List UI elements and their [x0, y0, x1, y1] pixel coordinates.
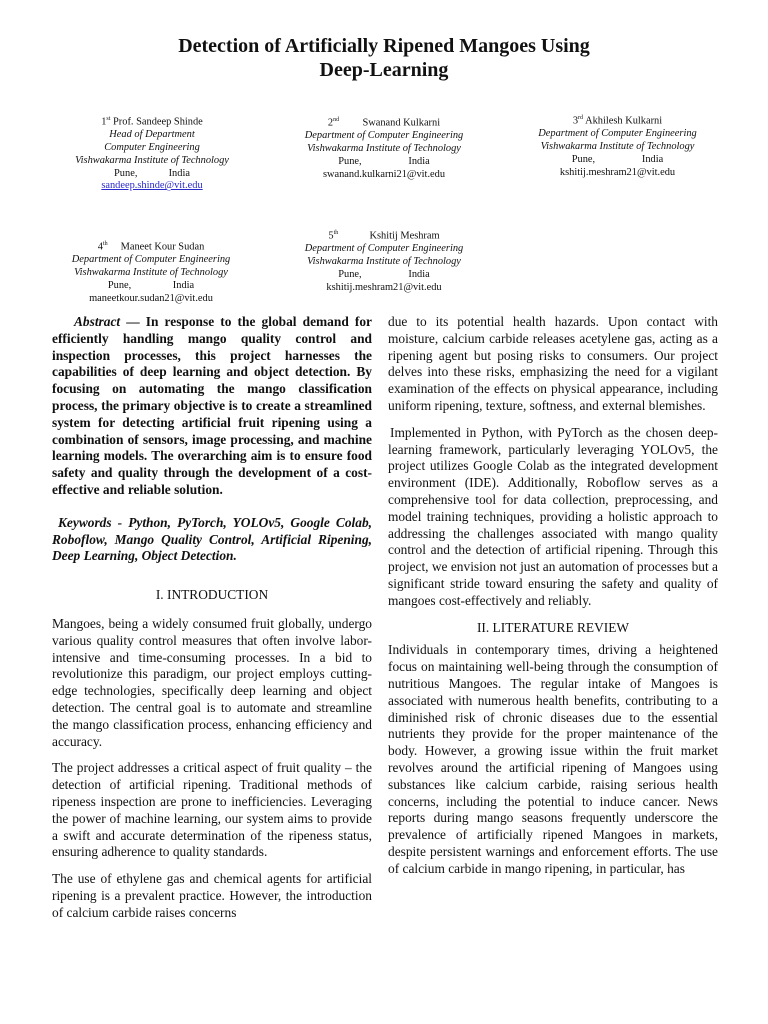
author-name: Maneet Kour Sudan [120, 241, 205, 253]
author-email: kshitij.meshram21@vit.edu [326, 281, 442, 293]
intro-paragraph-4: due to its potential health hazards. Upon contact with moisture, calcium carbide releases acetylene gas, acting as a ripening agent but posing risks to consumers. Our project delves into these risks, emphasizing the need for a vigilant examination of the effects on physical appearance, including uniform ripening, texture, softness, and external blemishes. [388, 314, 718, 413]
author-name: Swanand Kulkarni [362, 117, 441, 129]
author-block-5: 5th Kshitij Meshram Department of Computer Engineering Vishwakarma Institute of Technology Pune, India kshitij.meshram21@vit.edu [293, 227, 475, 294]
author-institute: Vishwakarma Institute of Technology [540, 141, 695, 153]
left-column [52, 314, 372, 932]
author-role: Head of Department [109, 129, 195, 141]
intro-paragraph-3: The use of ethylene gas and chemical agents for artificial ripening is a prevalent practice. However, the introduction of calcium carbide raises concerns [52, 871, 372, 920]
author-dept: Department of Computer Engineering [304, 130, 464, 142]
author-institute: Vishwakarma Institute of Technology [307, 256, 461, 268]
intro-paragraph-2: The project addresses a critical aspect of fruit quality – the detection of artificial ripening. Traditional methods of ripeness inspection are prone to inefficiencies. Leveraging the power of machine learning, our system aims to provide a swift and accurate determination of the ripeness status, ensuring adherence to quality standards. [52, 760, 372, 860]
author-dept: Department of Computer Engineering [538, 128, 697, 140]
author-institute: Vishwakarma Institute of Technology [75, 154, 229, 166]
author-block-4: 4th Maneet Kour Sudan Department of Computer Engineering Vishwakarma Institute of Technology Pune, India maneetkour.sudan21@vit.edu [60, 238, 242, 305]
author-email: swanand.kulkarni21@vit.edu [322, 168, 446, 180]
keywords: Keywords - Python, PyTorch, YOLOv5, Google Colab, Roboflow, Mango Quality Control, Artificial Ripening, Deep Learning, Object Detection. [52, 514, 372, 564]
intro-paragraph-1: Mangoes, being a widely consumed fruit globally, undergo various quality control measures that often involve labor-intensive and time-consuming processes. In a bid to revolutionize this paradigm, our project employs cutting-edge technologies, specifically deep learning and object detection. The central goal is to automate and streamline the mango classification process, enhancing efficiency and accuracy. [52, 615, 372, 749]
section-heading-introduction: I. INTRODUCTION [155, 587, 269, 603]
title-line-1: Detection of Artificially Ripened Mangoes Using [178, 35, 590, 57]
title-line-2: Deep-Learning [319, 59, 449, 81]
author-institute: Vishwakarma Institute of Technology [74, 267, 228, 279]
author-dept: Department of Computer Engineering [304, 243, 464, 255]
author-email-link[interactable]: sandeep.shinde@vit.edu [101, 180, 203, 192]
author-email: kshitij.meshram21@vit.edu [559, 166, 676, 178]
abstract-text: — In response to the global demand for efficiently handling mango quality control and inspection processes, this project harnesses the capabilities of deep learning and object detection. By focusing on automating the mango classification process, the primary objective is to create a streamlined system for detecting artificial fruit ripening using a combination of sensors, image processing, and machine learning models. The overarching aim is to ensure food safety and quality through the development of a cost-effective and reliable solution. [52, 314, 372, 497]
author-name: Akhilesh Kulkarni [585, 115, 663, 127]
author-institute: Vishwakarma Institute of Technology [307, 143, 461, 155]
author-block-2: 2nd Swanand Kulkarni Department of Computer Engineering Vishwakarma Institute of Technology Pune, India swanand.kulkarni21@vit.edu [293, 114, 475, 181]
author-block-1: 1st Prof. Sandeep Shinde Head of Department Computer Engineering Vishwakarma Institute of Technology Pune, India sandeep.shinde@vit.edu [62, 113, 242, 193]
author-name: Prof. Sandeep Shinde [113, 116, 203, 128]
author-dept: Department of Computer Engineering [71, 254, 231, 266]
author-email: maneetkour.sudan21@vit.edu [89, 292, 213, 304]
right-column [388, 314, 718, 888]
abstract [52, 314, 372, 499]
author-name: Kshitij Meshram [369, 230, 440, 242]
literature-paragraph-1: Individuals in contemporary times, driving a heightened focus on maintaining well-being through the consumption of nutritious Mangoes. The regular intake of Mangoes is associated with numerous health benefits, contributing to a diminished risk of chronic diseases due to the essential nutrients they provide for the proper maintenance of the body. However, a growing issue within the fruit market revolves around the artificial ripening of Mangoes using substances like calcium carbide, raising serious health concerns, including the potential to induce cancer. News reports during mango seasons frequently underscore the prevalence of artificially ripened Mangoes in markets, despite persistent warnings and enforcement efforts. The use of calcium carbide in mango ripening, in particular, has [388, 642, 718, 876]
abstract-label: Abstract [74, 314, 121, 329]
section-heading-literature-review: II. LITERATURE REVIEW [476, 619, 630, 635]
author-dept: Computer Engineering [104, 142, 200, 154]
paper-title [0, 34, 768, 82]
author-block-3: 3rd Akhilesh Kulkarni Department of Computer Engineering Vishwakarma Institute of Technology Pune, India kshitij.meshram21@vit.edu [515, 112, 720, 179]
intro-paragraph-5: Implemented in Python, with PyTorch as the chosen deep-learning framework, particularly leveraging YOLOv5, the project utilizes Google Colab as the integrated development environment (IDE). Additionally, Roboflow serves as a comprehensive tool for data collection, preprocessing, and model training techniques, providing a holistic approach to addressing the challenges associated with mango quality control and the detection of artificial ripening. Through this project, we envision not just an automation of processes but a significant stride toward ensuring the safety and quality of mangoes cost-effectively and reliably. [388, 424, 718, 608]
